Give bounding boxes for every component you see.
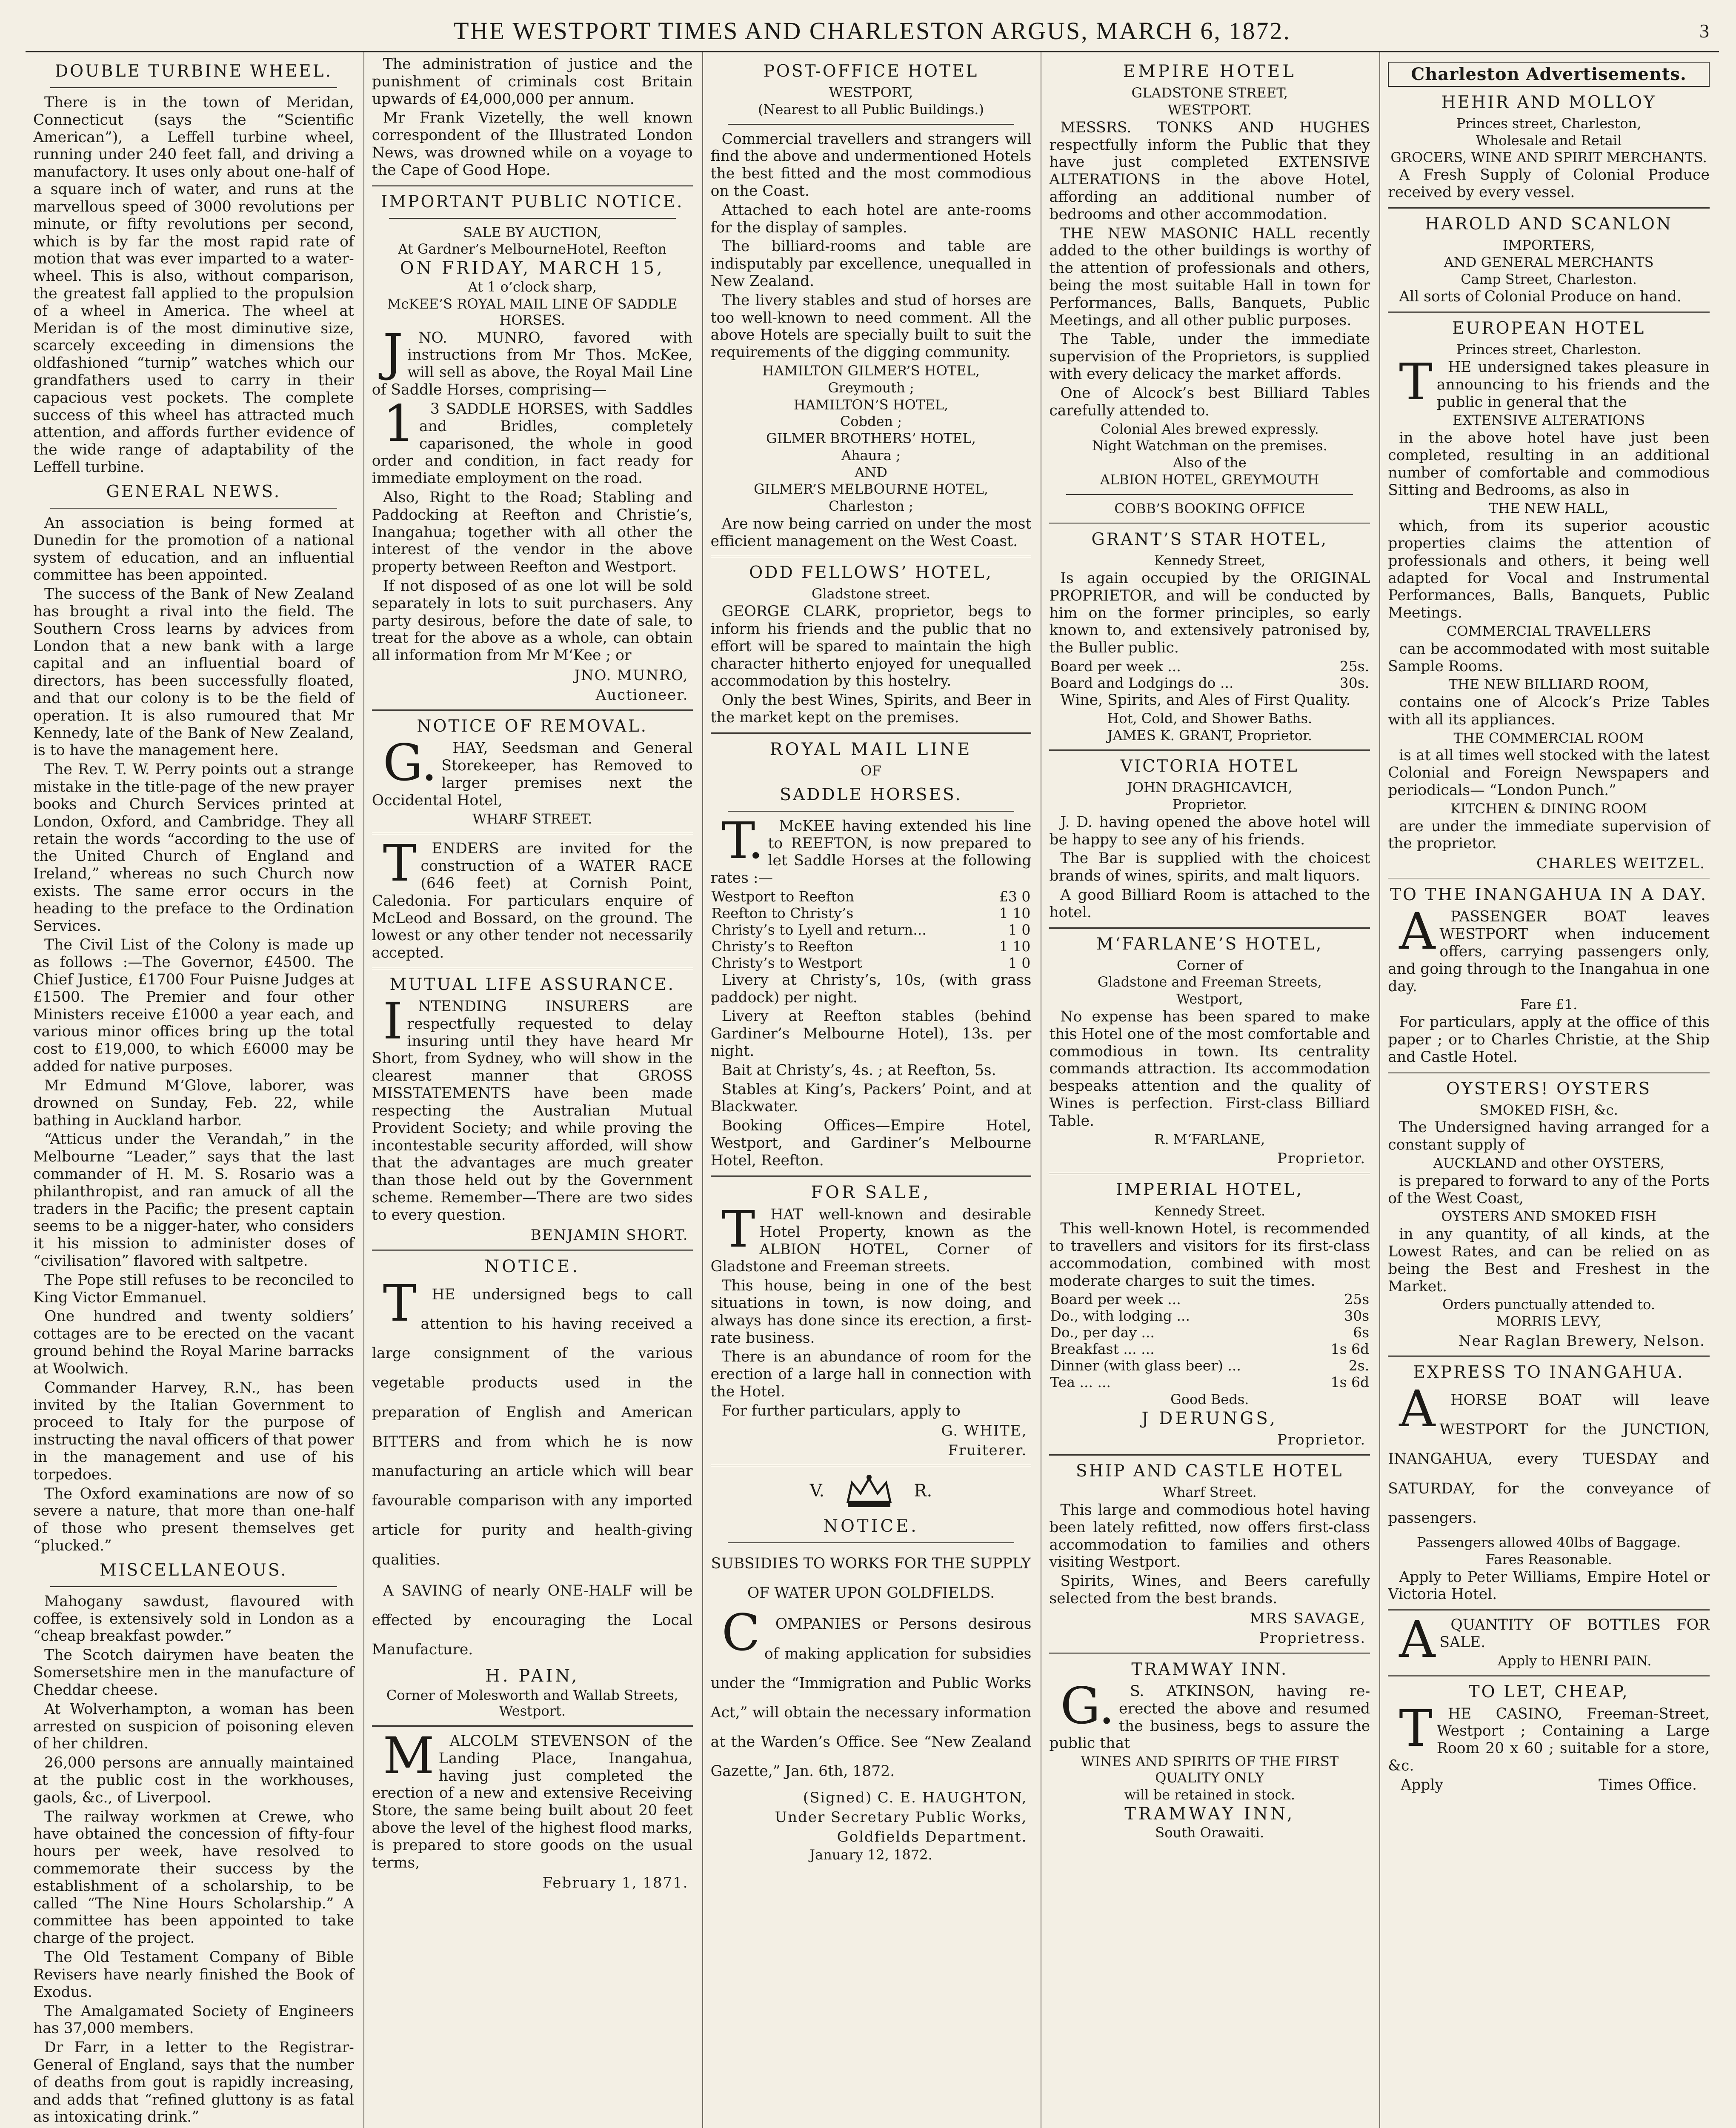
post-office-hotel-heading: POST-OFFICE HOTEL xyxy=(763,62,979,81)
subheading: Princes street, Charleston, xyxy=(1456,115,1642,132)
subheading: WESTPORT. xyxy=(1167,101,1252,118)
table-row xyxy=(711,922,1032,938)
article-paragraph: The Civil List of the Colony is made up as follows :—The Governor, £4500. The Chief Justice, £1700 Four Puisne Judges at £1500. The Premier and four other Ministers receive £1000 a year each, and various minor offices bring up the total cost to £19,000, to which £6000 may be added for native purposes. xyxy=(33,936,354,1075)
oysters-heading: OYSTERS! OYSTERS xyxy=(1446,1079,1652,1098)
divider xyxy=(711,1465,1032,1466)
divider xyxy=(1049,523,1370,524)
notice-heading: NOTICE. xyxy=(823,1516,919,1536)
mutual-life-heading: MUTUAL LIFE ASSURANCE. xyxy=(389,975,675,994)
ad-line: WINES AND SPIRITS OF THE FIRST QUALITY ONLY xyxy=(1081,1753,1339,1786)
hotel-name: GILMER BROTHERS’ HOTEL, xyxy=(766,430,976,447)
article-paragraph: “Atticus under the Verandah,” in the Melbourne “Leader,” says that the last commander of H. M. S. Rosario was a philanthropist, and ran amuck of all the traders in the Pacific; the present captain seems to be a nigger-hater, who considers it his mission to administer doses of “civilisation” flavored with saltpetre. xyxy=(33,1131,354,1270)
apply-office: Times Office. xyxy=(1599,1776,1697,1793)
table-row xyxy=(1049,675,1370,692)
crown-icon xyxy=(841,1472,897,1510)
article-paragraph: Mr Frank Vizetelly, the well known correspondent of the Illustrated London News, was drowned while on a voyage to the Cape of Good Hope. xyxy=(372,109,693,179)
price-cell: 25s. xyxy=(1339,658,1370,675)
signature: MRS SAVAGE, xyxy=(1250,1610,1366,1627)
article-paragraph: Mahogany sawdust, flavoured with coffee, is extensively sold in London as a “cheap breakfast powder.” xyxy=(33,1593,354,1645)
article-paragraph: The railway workmen at Crewe, who have obtained the concession of fifty-four hours per week, have resolved to commemorate their success by the establishment of a scholarship, to be called “The Nine Hours Scholarship.” A committee has been appointed to take charge of the project. xyxy=(33,1808,354,1947)
ad-line: AUCKLAND and other OYSTERS, xyxy=(1433,1155,1665,1172)
signature: BENJAMIN SHORT. xyxy=(530,1226,689,1244)
divider xyxy=(728,811,1015,812)
to-let-heading: TO LET, CHEAP, xyxy=(1468,1682,1629,1702)
ad-paragraph: JNO. MUNRO, favored with instructions from Mr Thos. McKee, will sell as above, the Royal Mail Line of Saddle Horses, comprising— xyxy=(372,323,693,399)
table-row xyxy=(1049,1291,1370,1308)
signature: Goldfields Department. xyxy=(837,1828,1027,1845)
ad-line: THE NEW HALL, xyxy=(1489,500,1609,517)
ad-paragraph: Livery at Reefton stables (behind Gardiner’s Melbourne Hotel), 13s. per night. xyxy=(710,1008,1032,1060)
divider xyxy=(372,833,693,834)
masthead-title: THE WESTPORT TIMES AND CHARLESTON ARGUS, MARCH 6, 1872. xyxy=(454,17,1291,45)
price-cell: 2s. xyxy=(1348,1357,1370,1374)
grants-hotel-heading: GRANT’S STAR HOTEL, xyxy=(1091,530,1328,549)
masthead xyxy=(26,10,1719,52)
royal-mail-heading: ROYAL MAIL LINE xyxy=(769,739,972,759)
divider xyxy=(1388,1072,1710,1073)
column-1 xyxy=(26,52,364,2128)
ad-date: February 1, 1871. xyxy=(542,1874,689,1891)
signature: G. WHITE, xyxy=(941,1422,1027,1439)
divider xyxy=(1066,494,1353,495)
ad-line: Orders punctually attended to. xyxy=(1442,1296,1656,1313)
ad-paragraph: The Bar is supplied with the choicest brands of wines, spirits, and malt liquors. xyxy=(1049,850,1370,885)
route-cell: Reefton to Christy’s xyxy=(711,905,854,922)
notice-title: SUBSIDIES TO WORKS FOR THE SUPPLY OF WATER UPON GOLDFIELDS. xyxy=(711,1555,1031,1602)
ad-paragraph: THE undersigned begs to call attention to his having received a large consignment of the various vegetable products used in the preparation of English and American BITTERS and from which he is now manufacturing an article which will bear favourable comparison with any imported article for purity and health-giving qualities. xyxy=(372,1273,693,1568)
signature: R. M‘FARLANE, xyxy=(1154,1131,1265,1147)
article-paragraph: There is in the town of Meridan, Connecticut (says the “Scientific American”), a Leffell turbine wheel, running under 240 feet fall, and driving a manufactory. It uses only about one-half of a square inch of water, and runs at the marvellous speed of 3000 revolutions per minute, or fifty revolutions per second, which is by far the most rapid rate of motion that was ever imparted to a water-wheel. This is also, without comparison, the greatest fall applied to the propulsion of a wheel in America. The wheel at Meridan is of the most diminutive size, scarcely exceeding in dimensions the oldfashioned “turnip” watches which our grandfathers used to carry in their capacious vest pockets. The complete success of this wheel has attracted much attention, and affords further evidence of the wide range of adaptability of the Leffell turbine. xyxy=(33,94,354,476)
removal-heading: NOTICE OF REMOVAL. xyxy=(417,717,648,736)
charleston-ads-heading: Charleston Advertisements. xyxy=(1388,62,1710,87)
article-paragraph: The Old Testament Company of Bible Revisers have nearly finished the Book of Exodus. xyxy=(33,1949,354,2001)
ad-paragraph: A SAVING of nearly ONE-HALF will be effected by encouraging the Local Manufacture. xyxy=(372,1582,693,1659)
divider xyxy=(1049,1454,1370,1456)
ad-paragraph: AHORSE BOAT will leave WESTPORT for the JUNCTION, INANGAHUA, every TUESDAY and SATURDAY, for the conveyance of passengers. xyxy=(1388,1379,1710,1527)
royal-crest xyxy=(711,1472,1032,1510)
ad-line: Also of the xyxy=(1173,455,1247,471)
rate-table xyxy=(1049,1291,1370,1391)
table-row xyxy=(1049,1341,1370,1358)
item-cell: Breakfast ... ... xyxy=(1050,1341,1155,1358)
divider xyxy=(50,87,337,88)
ad-paragraph: TENDERS are invited for the construction of a WATER RACE (646 feet) at Cornish Point, Caledonia. For particulars enquire of McLeod and Bossard, on the ground. The lowest or any other tender not necessarily accepted. xyxy=(372,834,693,962)
price-cell: 30s. xyxy=(1339,675,1370,692)
divider xyxy=(1049,749,1370,751)
ad-line: THE NEW BILLIARD ROOM, xyxy=(1448,676,1649,693)
subheading: Proprietor. xyxy=(1172,796,1247,813)
ad-line: Passengers allowed 40lbs of Baggage. xyxy=(1416,1534,1681,1550)
divider xyxy=(372,185,693,186)
ad-paragraph: A Fresh Supply of Colonial Produce received by every vessel. xyxy=(1388,166,1710,201)
for-sale-heading: FOR SALE, xyxy=(811,1182,931,1202)
ad-paragraph: Are now being carried on under the most efficient management on the West Coast. xyxy=(710,515,1032,550)
ad-line: THE COMMERCIAL ROOM xyxy=(1453,729,1644,746)
divider xyxy=(728,124,1015,125)
subheading: Corner of xyxy=(1176,957,1243,973)
apply-line xyxy=(1388,1776,1710,1794)
ad-paragraph: is prepared to forward to any of the Ports of the West Coast, xyxy=(1388,1172,1710,1207)
ad-paragraph: THE CASINO, Freeman-Street, Westport ; Containing a Large Room 20 x 60 ; suitable for a store, &c. xyxy=(1388,1699,1710,1774)
hotel-town: Ahaura ; xyxy=(841,447,901,463)
divider xyxy=(1049,1653,1370,1654)
empire-hotel-heading: EMPIRE HOTEL xyxy=(1123,62,1296,81)
article-paragraph: The administration of justice and the punishment of criminals cost Britain upwards of £4,000,000 per annum. xyxy=(372,56,693,108)
ad-line: Colonial Ales brewed expressly. xyxy=(1100,420,1319,437)
auction-line: At Gardner’s MelbourneHotel, Reefton xyxy=(398,241,667,257)
ad-paragraph: The Undersigned having arranged for a constant supply of xyxy=(1388,1119,1710,1154)
subheading: OF xyxy=(861,763,881,779)
divider xyxy=(728,1542,1015,1543)
ad-paragraph: THE undersigned takes pleasure in announcing to his friends and the public in general that the xyxy=(1399,352,1710,411)
auction-line: SALE BY AUCTION, xyxy=(463,224,602,240)
inangahua-heading: TO THE INANGAHUA IN A DAY. xyxy=(1390,885,1708,905)
fare-table xyxy=(711,889,1032,972)
subheading: JOHN DRAGHICAVICH, xyxy=(1127,779,1293,796)
divider xyxy=(1388,1609,1710,1610)
auction-line: At 1 o’clock sharp, xyxy=(468,279,597,295)
divider xyxy=(372,1250,693,1251)
subheading: Kennedy Street. xyxy=(1154,1203,1266,1219)
column-2 xyxy=(364,52,703,2128)
ad-paragraph: J. D. having opened the above hotel will be happy to see any of his friends. xyxy=(1049,813,1370,848)
ad-paragraph: No expense has been spared to make this Hotel one of the most comfortable and commodious in town. Its centrality commands attraction. Its accommodation bespeaks attention and the quality of Wines is perfection. First-class Billiard Table. xyxy=(1049,1008,1370,1130)
ad-paragraph: The livery stables and stud of horses are too well-known to need comment. All the above Hotels are specially built to suit the requirements of the digging community. xyxy=(710,292,1032,361)
item-cell: Dinner (with glass beer) ... xyxy=(1050,1357,1241,1374)
ad-paragraph: G.S. ATKINSON, having re-erected the above and resumed the business, begs to assure the public that xyxy=(1049,1676,1370,1752)
ad-line: Night Watchman on the premises. xyxy=(1092,438,1327,454)
ad-paragraph: contains one of Alcock’s Prize Tables with all its appliances. xyxy=(1388,694,1710,728)
subheading: Gladstone and Freeman Streets, xyxy=(1097,974,1322,990)
divider xyxy=(1388,1675,1710,1676)
article-paragraph: Dr Farr, in a letter to the Registrar-General of England, says that the number of deaths from gout is rapidly increasing, and adds that “refined gluttony is as fatal as intoxicating drink.” xyxy=(33,2039,354,2126)
table-row xyxy=(1049,1358,1370,1374)
ad-paragraph: in any quantity, of all kinds, at the Lowest Rates, and can be relied on as being the Best and Freshest in the Market. xyxy=(1388,1226,1710,1295)
signature: TRAMWAY INN, xyxy=(1124,1804,1295,1824)
ad-line: KITCHEN & DINING ROOM xyxy=(1450,800,1647,817)
subheading: GLADSTONE STREET, xyxy=(1131,85,1288,101)
ad-paragraph: can be accommodated with most suitable Sample Rooms. xyxy=(1388,640,1710,675)
subheading: Wholesale and Retail xyxy=(1476,132,1622,149)
price-cell: 1 0 xyxy=(1008,921,1031,938)
ad-line: COBB’S BOOKING OFFICE xyxy=(1114,500,1305,517)
subheading: (Nearest to all Public Buildings.) xyxy=(758,101,984,117)
article-paragraph: The Rev. T. W. Perry points out a strange mistake in the title-page of the new prayer books and Church Services printed at London, Oxford, and Cambridge. They all retain the words “according to the use of the United Church of England and Ireland,” whereas no such Church now exists. The same error occurs in the heading to the preface to the Ordination Services. xyxy=(33,761,354,935)
divider xyxy=(1049,1173,1370,1174)
ad-paragraph: The Table, under the immediate supervision of the Proprietors, is supplied with every delicacy the market affords. xyxy=(1049,331,1370,383)
ad-paragraph: There is an abundance of room for the erection of a large hall in connection with the Hotel. xyxy=(710,1348,1032,1401)
divider xyxy=(1388,312,1710,313)
ad-paragraph: THAT well-known and desirable Hotel Property, known as the ALBION HOTEL, Corner of Gladstone and Freeman streets. xyxy=(710,1199,1032,1276)
divider xyxy=(711,556,1032,557)
column-4 xyxy=(1041,52,1380,2128)
ad-line: OYSTERS AND SMOKED FISH xyxy=(1441,1208,1656,1225)
ad-paragraph: Booking Offices—Empire Hotel, Westport, and Gardiner’s Melbourne Hotel, Reefton. xyxy=(710,1117,1032,1169)
item-cell: Do., per day ... xyxy=(1050,1324,1155,1341)
route-cell: Christy’s to Reefton xyxy=(711,938,854,955)
notice-heading: NOTICE. xyxy=(484,1256,581,1276)
signature: (Signed) C. E. HAUGHTON, xyxy=(803,1789,1027,1806)
subheading: Princes street, Charleston. xyxy=(1456,341,1642,358)
table-row xyxy=(1049,658,1370,675)
ad-paragraph: Livery at Christy’s, 10s, (with grass paddock) per night. xyxy=(710,971,1032,1006)
ad-paragraph: MALCOLM STEVENSON of the Landing Place, Inangahua, having just completed the erection of a new and extensive Receiving Store, the same being built about 20 feet above the level of the highest flood marks, is prepared to store goods on the usual terms, xyxy=(372,1726,693,1871)
subheading: Westport, xyxy=(1176,991,1243,1007)
european-hotel-heading: EUROPEAN HOTEL xyxy=(1452,319,1646,338)
divider xyxy=(711,732,1032,734)
divider xyxy=(50,1586,337,1587)
route-cell: Westport to Reefton xyxy=(711,888,855,905)
ad-paragraph: is at all times well stocked with the latest Colonial and Foreign Newspapers and periodicals— “London Punch.” xyxy=(1388,747,1710,799)
ship-castle-heading: SHIP AND CASTLE HOTEL xyxy=(1075,1462,1344,1481)
subheading: AND GENERAL MERCHANTS xyxy=(1444,254,1654,270)
ad-paragraph: G.HAY, Seedsman and General Storekeeper, has Removed to larger premises next the Occidental Hotel, xyxy=(372,733,693,809)
fare: Fare £1. xyxy=(1520,996,1578,1013)
imperial-hotel-heading: IMPERIAL HOTEL, xyxy=(1116,1180,1304,1200)
item-cell: Board per week ... xyxy=(1050,1291,1181,1308)
ad-paragraph: All sorts of Colonial Produce on hand. xyxy=(1399,288,1682,306)
ad-paragraph: If not disposed of as one lot will be sold separately in lots to suit purchasers. Any party desirous, before the date of sale, to treat for the above as a whole, can obtain all information from Mr M‘Kee ; or xyxy=(372,578,693,664)
ad-paragraph: in the above hotel have just been completed, resulting in an additional number of comfortable and commodious Sitting and Bedrooms, as also in xyxy=(1388,429,1710,499)
price-cell: 6s xyxy=(1353,1324,1370,1341)
ad-paragraph: Also, Right to the Road; Stabling and Paddocking at Reefton and Christie’s, Inangahua; together with all other the interest of the vendor in the above property between Reefton and Westport. xyxy=(372,489,693,576)
ad-paragraph: This well-known Hotel, is recommended to travellers and visitors for its first-class accommodation, combined with most moderate charges to suit the times. xyxy=(1049,1220,1370,1290)
article-paragraph: An association is being formed at Dunedin for the promotion of a national system of education, and an influential committee has been appointed. xyxy=(33,514,354,584)
signature: South Orawaiti. xyxy=(1155,1824,1264,1841)
subheading: Kennedy Street, xyxy=(1154,552,1266,569)
table-row xyxy=(711,905,1032,922)
route-cell: Christy’s to Westport xyxy=(711,954,862,971)
ad-paragraph: Commercial travellers and strangers will find the above and undermentioned Hotels the best fitted and the most commodious on the Coast. xyxy=(710,130,1032,200)
table-row xyxy=(711,889,1032,905)
ad-paragraph: APASSENGER BOAT leaves WESTPORT when inducement offers, carrying passengers only, and going through to the Inangahua in one day. xyxy=(1388,902,1710,995)
signature: CHARLES WEITZEL. xyxy=(1536,855,1705,872)
signature: Under Secretary Public Works, xyxy=(775,1808,1027,1826)
harold-heading: HAROLD AND SCANLON xyxy=(1425,215,1673,234)
hotel-town: Cobden ; xyxy=(840,413,902,430)
ad-paragraph: AQUANTITY OF BOTTLES FOR SALE. xyxy=(1399,1610,1710,1669)
ad-line: Apply to HENRI PAIN. xyxy=(1497,1652,1652,1669)
signature: Fruiterer. xyxy=(948,1442,1027,1459)
tramway-inn-heading: TRAMWAY INN. xyxy=(1131,1660,1288,1679)
victoria-hotel-heading: VICTORIA HOTEL xyxy=(1120,757,1299,776)
subheading: SMOKED FISH, &c. xyxy=(1479,1101,1618,1118)
article-paragraph: 26,000 persons are annually maintained at the public cost in the workhouses, gaols, &c., of Liverpool. xyxy=(33,1754,354,1806)
article-paragraph: The Oxford examinations are now of so severe a nature, that more than one-half of those who present themselves get “plucked.” xyxy=(33,1485,354,1555)
price-cell: 1 0 xyxy=(1008,954,1031,971)
table-row xyxy=(711,938,1032,955)
hotel-town: Greymouth ; xyxy=(828,379,914,396)
signature: Proprietor. xyxy=(1277,1150,1366,1167)
hotel-town: Charleston ; xyxy=(829,498,913,515)
miscellaneous-heading: MISCELLANEOUS. xyxy=(100,1560,288,1580)
mfarlane-hotel-heading: M‘FARLANE’S HOTEL, xyxy=(1096,934,1323,954)
price-cell: £3 0 xyxy=(999,888,1031,905)
royal-mail-subheading: SADDLE HORSES. xyxy=(780,785,962,804)
article-paragraph: Mr Edmund M‘Glove, laborer, was drowned on Sunday, Feb. 22, while bathing in Auckland harbor. xyxy=(33,1077,354,1129)
signature: Proprietor. xyxy=(1277,1431,1366,1449)
subheading: Camp Street, Charleston. xyxy=(1461,271,1637,287)
ad-paragraph: Wine, Spirits, and Ales of First Quality. xyxy=(1060,691,1351,709)
article-paragraph: Commander Harvey, R.N., has been invited by the Italian Government to proceed to Italy for the purpose of instructing the naval officers of that power in the management and use of his torpedoes. xyxy=(33,1379,354,1483)
ad-line: EXTENSIVE ALTERATIONS xyxy=(1453,412,1645,429)
price-cell: 1 10 xyxy=(999,938,1031,955)
apply-label: Apply xyxy=(1401,1776,1444,1793)
article-paragraph: The Scotch dairymen have beaten the Somersetshire men in the manufacture of Cheddar cheese. xyxy=(33,1647,354,1699)
express-heading: EXPRESS TO INANGAHUA. xyxy=(1413,1363,1685,1382)
ad-paragraph: Spirits, Wines, and Beers carefully selected from the best brands. xyxy=(1049,1573,1370,1607)
table-row xyxy=(1049,1308,1370,1324)
merchant-name: H. PAIN, xyxy=(485,1666,580,1686)
ad-paragraph: Only the best Wines, Spirits, and Beer in the market kept on the premises. xyxy=(710,692,1032,726)
divider xyxy=(1388,878,1710,879)
signature: Near Raglan Brewery, Nelson. xyxy=(1459,1332,1705,1350)
general-news-heading: GENERAL NEWS. xyxy=(106,482,281,501)
divider xyxy=(1049,927,1370,929)
ad-paragraph: THE NEW MASONIC HALL recently added to the other buildings is worthy of the attention of professionals and others, being the most suitable Hall in town for Performances, Balls, Banquets, Public Meetings, and all other public purposes. xyxy=(1049,225,1370,329)
divider xyxy=(389,218,676,219)
ad-paragraph: T.McKEE having extended his line to REEFTON, is now prepared to let Saddle Horses at the following rates :— xyxy=(710,811,1032,887)
merchant-address: Corner of Molesworth and Wallab Streets, Westport. xyxy=(386,1687,678,1719)
divider xyxy=(1388,1356,1710,1357)
ad-date: January 12, 1872. xyxy=(809,1846,932,1863)
subheading: WESTPORT, xyxy=(829,84,913,101)
item-cell: Board and Lodgings do ... xyxy=(1050,675,1234,692)
hotel-name: HAMILTON’S HOTEL, xyxy=(793,396,949,413)
item-cell: Board per week ... xyxy=(1050,658,1181,675)
table-row xyxy=(711,955,1032,972)
ad-paragraph: Attached to each hotel are ante-rooms for the display of samples. xyxy=(710,201,1032,236)
ad-line: Fares Reasonable. xyxy=(1485,1551,1612,1567)
signature: Proprietress. xyxy=(1259,1629,1366,1647)
ad-paragraph: Stables at King’s, Packers’ Point, and at Blackwater. xyxy=(710,1081,1032,1115)
removal-street: WHARF STREET. xyxy=(472,810,592,827)
columns xyxy=(26,52,1719,2128)
rate-table xyxy=(1049,658,1370,692)
ad-paragraph: This large and commodious hotel having been lately refitted, now offers first-class accommodation to families and others visiting Westport. xyxy=(1049,1501,1370,1571)
conjunction: AND xyxy=(855,464,887,481)
ad-paragraph: Is again occupied by the ORIGINAL PROPRIETOR, and will be conducted by him on the former principles, so early known to, and extensively patronised by, the Buller public. xyxy=(1049,570,1370,657)
signature: Auctioneer. xyxy=(595,686,689,704)
hehir-heading: HEHIR AND MOLLOY xyxy=(1441,93,1656,112)
subheading: IMPORTERS, xyxy=(1502,237,1595,254)
ad-paragraph: are under the immediate supervision of the proprietor. xyxy=(1388,818,1710,852)
article-paragraph: The success of the Bank of New Zealand has brought a rival into the field. The Southern Cross learns by advices from London that a new bank with a large capital and an influential board of directors, has been successfully floated, and that our colony is to be the field of operation. It is also rumoured that Mr Kennedy, late of the Bank of New Zealand, is to have the management here. xyxy=(33,586,354,759)
divider xyxy=(711,1176,1032,1177)
divider xyxy=(50,508,337,509)
ad-paragraph: Bait at Christy’s, 4s. ; at Reefton, 5s. xyxy=(721,1061,996,1079)
subheading: Wharf Street. xyxy=(1162,1484,1257,1501)
ad-line: Good Beds. xyxy=(1170,1391,1249,1408)
table-row xyxy=(1049,1324,1370,1341)
article-paragraph: One hundred and twenty soldiers’ cottages are to be erected on the vacant ground behind the Royal Marine barracks at Woolwich. xyxy=(33,1308,354,1377)
ad-paragraph: INTENDING INSURERS are respectfully requested to delay insuring until they have heard Mr Short, from Sydney, who will show in the clearest manner that GROSS MISSTATEMENTS have been made respecting the Australian Mutual Provident Society; and while proving the incontestable security afforded, will show that the advantages are much greater than those held out by the Government scheme. Remember—There are two sides to every question. xyxy=(372,992,693,1224)
ad-paragraph: For particulars, apply at the office of this paper ; or to Charles Christie, at the Ship and Castle Hotel. xyxy=(1388,1014,1710,1066)
price-cell: 1s 6d xyxy=(1330,1374,1370,1391)
ad-paragraph: MESSRS. TONKS AND HUGHES respectfully inform the Public that they have just completed EXTENSIVE ALTERATIONS in the above Hotel, affording an additional number of bedrooms and other accommodation. xyxy=(1049,119,1370,223)
ad-paragraph: For further particulars, apply to xyxy=(721,1402,961,1419)
divider xyxy=(372,709,693,711)
oddfellows-heading: ODD FELLOWS’ HOTEL, xyxy=(749,563,993,583)
price-cell: 25s xyxy=(1344,1291,1370,1308)
price-cell: 1s 6d xyxy=(1330,1341,1370,1358)
signature: MORRIS LEVY, xyxy=(1496,1313,1602,1330)
ad-paragraph: COMPANIES or Persons desirous of making application for subsidies under the “Immigration and Public Works Act,” will obtain the necessary information at the Warden’s Office. See “New Zealand Gazette,” Jan. 6th, 1872. xyxy=(710,1603,1032,1780)
column-5 xyxy=(1380,52,1719,2128)
column-3 xyxy=(703,52,1042,2128)
signature: JNO. MUNRO, xyxy=(574,667,689,684)
turbine-heading: DOUBLE TURBINE WHEEL. xyxy=(54,62,332,81)
crest-letter-r: R. xyxy=(914,1481,932,1501)
ad-line: Hot, Cold, and Shower Baths. xyxy=(1107,710,1313,726)
hotel-name: HAMILTON GILMER’S HOTEL, xyxy=(762,363,980,379)
crest-letter-v: V. xyxy=(809,1481,825,1501)
price-cell: 30s xyxy=(1344,1307,1370,1324)
auction-title: McKEE’S ROYAL MAIL LINE OF SADDLE HORSES. xyxy=(387,296,678,328)
auction-date: ON FRIDAY, MARCH 15, xyxy=(400,258,665,278)
ad-paragraph: which, from its superior acoustic properties claims the attention of professionals and others, it being well adapted for Vocal and Instrumental Performances, Balls, Banquets, Public Meetings. xyxy=(1388,518,1710,622)
ad-paragraph: A good Billiard Room is attached to the hotel. xyxy=(1049,887,1370,921)
ad-line: ALBION HOTEL, GREYMOUTH xyxy=(1100,471,1319,488)
ad-line: will be retained in stock. xyxy=(1124,1786,1296,1803)
article-paragraph: The Pope still refuses to be reconciled to King Victor Emmanuel. xyxy=(33,1271,354,1306)
ad-paragraph: One of Alcock’s best Billiard Tables carefully attended to. xyxy=(1049,384,1370,419)
ad-paragraph: This house, being in one of the best situations in town, is now doing, and always has done since its erection, a first-rate business. xyxy=(710,1277,1032,1347)
item-cell: Tea ... ... xyxy=(1050,1374,1111,1391)
route-cell: Christy’s to Lyell and return... xyxy=(711,921,927,938)
signature: JAMES K. GRANT, Proprietor. xyxy=(1107,727,1312,744)
divider xyxy=(1388,207,1710,209)
signature: J DERUNGS, xyxy=(1141,1408,1278,1428)
subheading: GROCERS, WINE AND SPIRIT MERCHANTS. xyxy=(1390,149,1707,166)
hotel-name: GILMER’S MELBOURNE HOTEL, xyxy=(754,481,988,498)
article-paragraph: The Amalgamated Society of Engineers has 37,000 members. xyxy=(33,2002,354,2037)
item-cell: Do., with lodging ... xyxy=(1050,1307,1190,1324)
ad-line: COMMERCIAL TRAVELLERS xyxy=(1446,623,1651,639)
ad-paragraph: Apply to Peter Williams, Empire Hotel or Victoria Hotel. xyxy=(1388,1568,1710,1603)
ad-paragraph: 13 SADDLE HORSES, with Saddles and Bridles, completely caparisoned, the whole in good order and condition, in fact ready for immediate employment on the road. xyxy=(372,394,693,487)
page-number: 3 xyxy=(1699,20,1710,42)
table-row xyxy=(1049,1374,1370,1391)
public-notice-heading: IMPORTANT PUBLIC NOTICE. xyxy=(380,192,684,212)
price-cell: 1 10 xyxy=(999,905,1031,922)
ad-paragraph: The billiard-rooms and table are indisputably par excellence, unequalled in New Zealand. xyxy=(710,238,1032,290)
article-paragraph: At Wolverhampton, a woman has been arrested on suspicion of poisoning eleven of her children. xyxy=(33,1700,354,1753)
subheading: Gladstone street. xyxy=(811,586,931,602)
ad-paragraph: GEORGE CLARK, proprietor, begs to inform his friends and the public that no effort will be spared to maintain the high character hitherto enjoyed for unequalled accommodation by this hostelry. xyxy=(710,603,1032,690)
divider xyxy=(372,968,693,969)
